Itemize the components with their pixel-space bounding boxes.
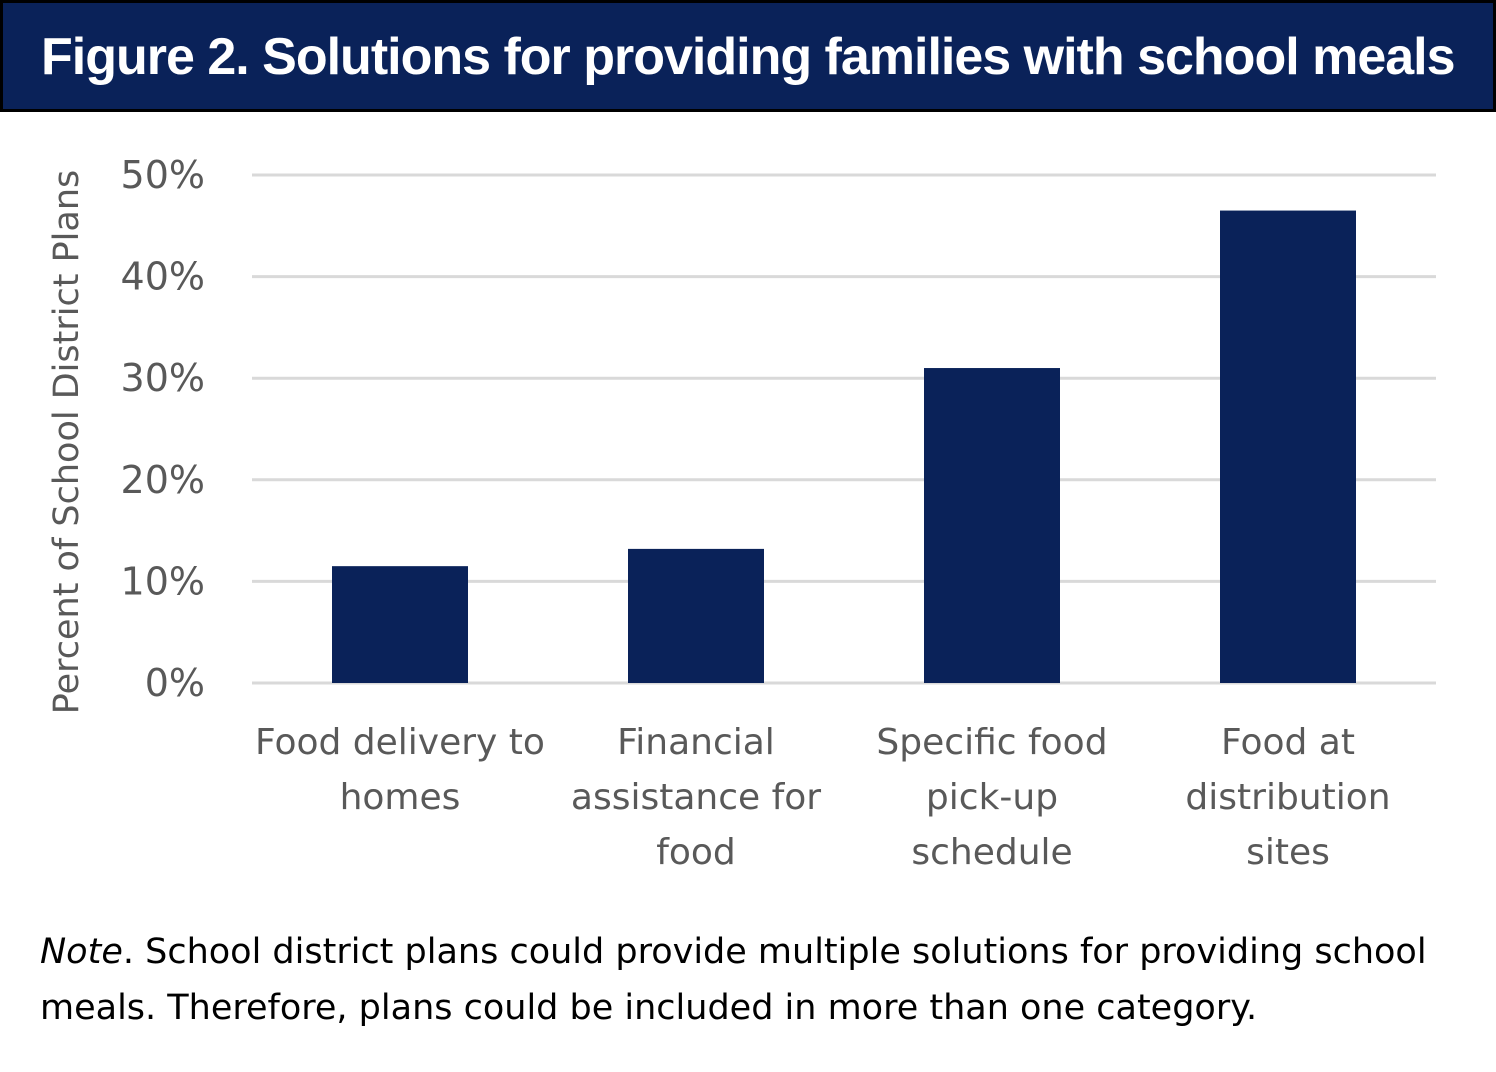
- x-category-label-line: Food delivery to: [255, 722, 545, 763]
- y-tick-label: 10%: [120, 559, 205, 604]
- y-tick-label: 50%: [120, 153, 205, 197]
- note-text: . School district plans could provide multiple solutions for providing school meals. Therefore, plans could be included in more than one category.: [40, 932, 1427, 1028]
- x-category-label-line: sites: [1246, 832, 1330, 873]
- x-category-label-line: schedule: [911, 832, 1073, 873]
- bars: [332, 211, 1356, 683]
- figure-note: [40, 924, 1460, 1036]
- note-label: Note: [40, 932, 123, 972]
- x-category-label-line: assistance for: [570, 777, 822, 818]
- figure-title: Figure 2. Solutions for providing families with school meals: [41, 28, 1455, 86]
- x-category-label: [1185, 722, 1390, 873]
- x-category-label-line: Food at: [1221, 722, 1355, 763]
- bar-chart: [0, 112, 1496, 912]
- y-tick-label: 20%: [120, 457, 205, 502]
- bar: [628, 549, 764, 683]
- y-tick-label: 40%: [120, 254, 205, 299]
- figure-title-bar: [0, 0, 1496, 112]
- x-category-label: [571, 722, 821, 873]
- y-axis-title: Percent of School District Plans: [47, 169, 87, 715]
- bar: [1220, 211, 1356, 683]
- x-category-label-line: food: [656, 832, 736, 873]
- x-category-label-line: Financial: [617, 722, 775, 763]
- x-category-label-line: Specific food: [876, 722, 1108, 763]
- x-category-label: [255, 722, 545, 818]
- x-axis-categories: [255, 722, 1391, 873]
- y-tick-label: 30%: [120, 356, 205, 401]
- x-category-label: [876, 722, 1107, 873]
- y-tick-label: 0%: [144, 661, 205, 705]
- x-category-label-line: homes: [339, 777, 461, 818]
- bar: [332, 566, 468, 683]
- y-axis-ticks: [121, 153, 205, 705]
- x-category-label-line: distribution: [1185, 777, 1391, 818]
- bar: [924, 368, 1060, 683]
- x-category-label-line: pick-up: [925, 777, 1059, 818]
